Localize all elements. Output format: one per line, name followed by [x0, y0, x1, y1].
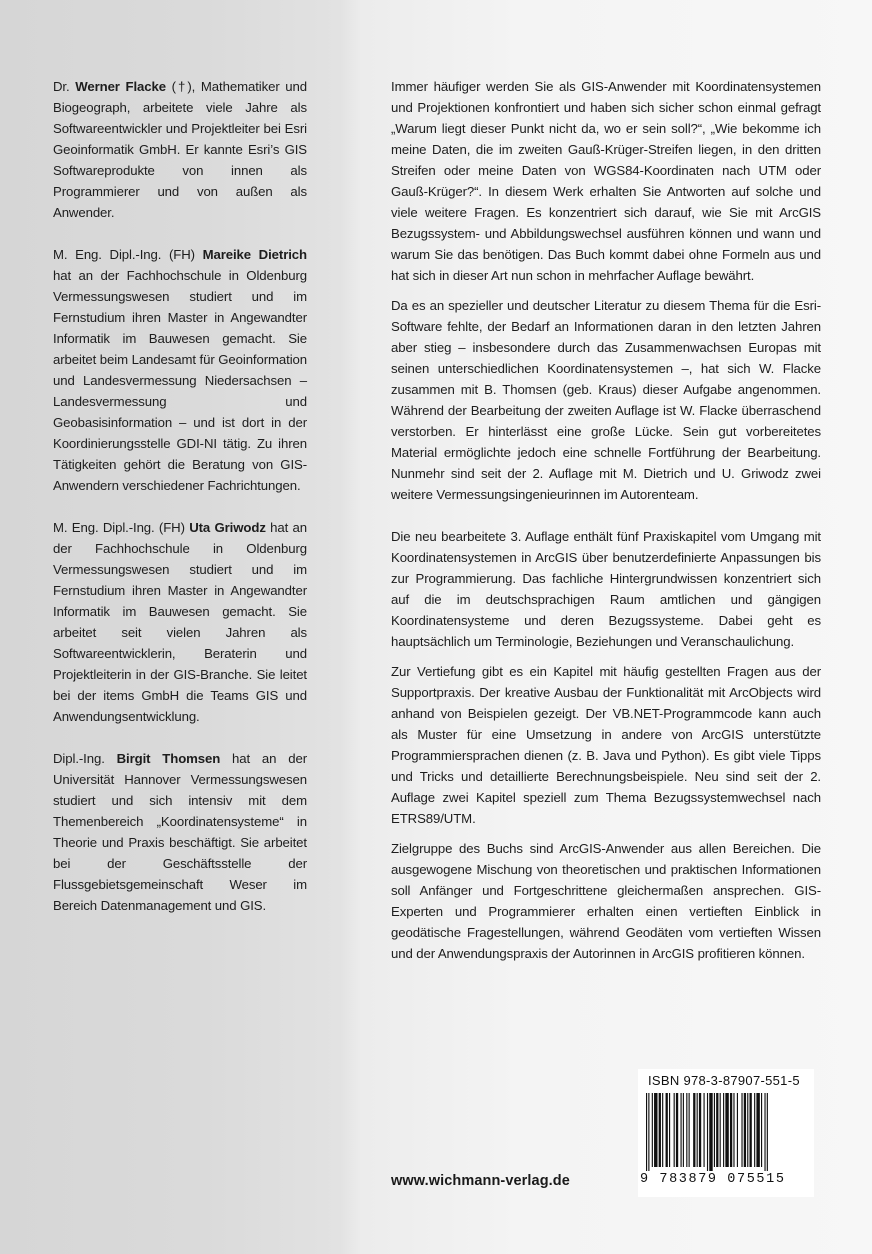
barcode-bar [654, 1093, 657, 1167]
barcode-bar [764, 1093, 765, 1171]
author-title: Dipl.-Ing. [53, 751, 117, 766]
barcode-bar [723, 1093, 724, 1167]
barcode-bar [747, 1093, 748, 1167]
barcode-bar [648, 1093, 649, 1171]
barcode-bar [697, 1093, 698, 1167]
barcode-icon [646, 1093, 806, 1171]
barcode-bar [652, 1093, 653, 1167]
author-bio [53, 76, 307, 223]
barcode-bar [716, 1093, 718, 1167]
author-description: hat an der Universität Hannover Vermessungswesen studiert und sich intensiv mit dem Themenbereich „Koordinatensysteme“ in Theorie und Praxis beschäftigt. Sie arbeitet bei der Geschäftsstelle der Flussgebietsgemeinschaft Weser im Bereich Datenmanagement und GIS. [53, 751, 308, 913]
barcode-bar [676, 1093, 678, 1167]
barcode-bar [714, 1093, 715, 1167]
author-name: Mareike Dietrich [202, 247, 307, 262]
barcode-bar [709, 1093, 712, 1171]
isbn-number: ISBN 978-3-87907-551-5 [648, 1073, 800, 1088]
barcode-bar [689, 1093, 690, 1167]
author-bios [53, 76, 307, 937]
barcode-bar [674, 1093, 675, 1167]
barcode-bar [666, 1093, 668, 1167]
barcode-bar [686, 1093, 687, 1167]
author-bio [53, 517, 307, 727]
book-description [391, 76, 821, 973]
author-description: hat an der Fachhochschule in Oldenburg Vermessungswesen studiert und im Fernstudium ihren Master in Angewandter Informatik im Bauwesen gemacht. Sie arbeitet beim Landesamt für Geoinformation und Landesvermessung Niedersachsen – Landesvermessung und Geobasisinformation – und ist dort in der Koordinierungsstelle GDI-NI tätig. Zu ihren Tätigkeiten gehört die Beratung von GIS-Anwendern verschiedener Fachrichtungen. [53, 268, 307, 493]
description-paragraph: Immer häufiger werden Sie als GIS-Anwender mit Koordinatensystemen und Projektionen konfrontiert und haben sich sicher schon einmal gefragt „Warum liegt dieser Punkt nicht da, wo er sein soll?“, „Wie bekomme ich meine Daten, die im zweiten Gauß-Krüger-Streifen liegen, in den dritten Streifen oder meine Daten von WGS84-Koordinaten nach UTM oder Gauß-Krüger?“. In diesem Werk erhalten Sie Antworten auf solche und viele weitere Fragen. Es konzentriert sich darauf, wie Sie mit ArcGIS Bezugssystem- und Abbildungswechsel ausführen können und wann und warum Sie das benötigen. Das Buch kommt dabei ohne Formeln aus und hat sich in dieser Art nun schon in mehrfacher Auflage bewährt. [391, 79, 821, 283]
isbn-barcode-box [638, 1069, 814, 1197]
author-title: M. Eng. Dipl.-Ing. (FH) [53, 247, 203, 262]
author-bio [53, 244, 307, 496]
barcode-bar [741, 1093, 742, 1167]
barcode-bar [737, 1093, 738, 1167]
barcode-bar [693, 1093, 695, 1167]
barcode-bar [662, 1093, 663, 1167]
author-title: M. Eng. Dipl.-Ing. (FH) [53, 520, 190, 535]
description-paragraph: Die neu bearbeitete 3. Auflage enthält fünf Praxiskapitel vom Umgang mit Koordinatensystemen in ArcGIS über benutzerdefinierte Anpassungen bis zur Programmierung. Das fachliche Hintergrundwissen konzentriert sich auf die im deutschsprachigen Raum amtlichen und gängigen Koordinatensysteme und deren Bezugssysteme. Dabei geht es hauptsächlich um Terminologie, Beziehungen und Veranschaulichung. [391, 529, 821, 649]
barcode-bar [704, 1093, 705, 1167]
barcode-bar [754, 1093, 755, 1167]
description-paragraph: Zur Vertiefung gibt es ein Kapitel mit häufig gestellten Fragen aus der Supportpraxis. Der kreative Ausbau der Funktionalität mit ArcObjects wird anhand von Beispielen gezeigt. Der VB.NET-Programmcode kann auch als Muster für eine Umsetzung in andere von ArcGIS unterstützte Programmiersprachen dienen (z. B. Java und Python). Es gibt viele Tipps und Tricks und detaillierte Berechnungsbeispiele. Neu sind seit der 2. Auflage zwei Kapitel speziell zum Thema Bezugssystemwechsel nach ETRS89/UTM. [391, 664, 821, 826]
barcode-bar [646, 1093, 647, 1171]
barcode-bar [699, 1093, 701, 1167]
publisher-website: www.wichmann-verlag.de [391, 1173, 570, 1189]
barcode-bar [744, 1093, 746, 1167]
barcode-bar [761, 1093, 762, 1167]
barcode-bar [683, 1093, 684, 1167]
description-paragraph: Zielgruppe des Buchs sind ArcGIS-Anwender aus allen Bereichen. Die ausgewogene Mischung von theoretischen und praktischen Informationen soll Anfänger und Fortgeschrittene gleichermaßen ansprechen. GIS-Experten und Programmierer erhalten einen vertieften Einblick in geodätische Fragestellungen, während Geodäten vom vertieften Wissen und der Anwendungspraxis der Autorinnen in ArcGIS profitieren können. [391, 841, 821, 961]
author-title: Dr. [53, 79, 76, 94]
author-name: Uta Griwodz [189, 520, 266, 535]
barcode-bar [720, 1093, 721, 1167]
author-bio [53, 748, 307, 916]
barcode-bar [681, 1093, 682, 1167]
barcode-bar [767, 1093, 768, 1171]
barcode-bar [669, 1093, 670, 1167]
barcode-bar [750, 1093, 752, 1167]
description-paragraph: Da es an spezieller und deutscher Literatur zu diesem Thema für die Esri-Software fehlte, der Bedarf an Informationen daran in den letzten Jahren aber stieg – insbesondere durch das Zusammenwachsen Europas mit seinen unterschiedlichen Koordinatensystemen –, hat sich W. Flacke zusammen mit B. Thomsen (geb. Kraus) dieser Aufgabe angenommen. Während der Bearbeitung der zweiten Auflage ist W. Flacke überraschend verstorben. Er hinterlässt eine große Lücke. Sein gut vorbereitetes Material ermöglichte jedoch eine schnelle Fortführung der Bearbeitung. Nunmehr sind seit der 2. Auflage mit M. Dietrich und U. Griwodz zwei weitere Vermessungsingenieurinnen im Autorenteam. [391, 298, 821, 502]
author-name: Werner Flacke [75, 79, 166, 94]
author-description: (†), Mathematiker und Biogeograph, arbeitete viele Jahre als Softwareentwickler und Projektleiter bei Esri Geoinformatik GmbH. Er kannte Esri’s GIS Softwareprodukte von innen als Programmierer und von außen als Anwender. [53, 79, 307, 220]
barcode-digits: 9 783879 075515 [640, 1172, 786, 1187]
barcode-bar [659, 1093, 661, 1167]
barcode-bar [733, 1093, 734, 1167]
barcode-bar [730, 1093, 732, 1167]
author-name: Birgit Thomsen [116, 751, 221, 766]
barcode-bar [725, 1093, 728, 1167]
barcode-bar [756, 1093, 759, 1167]
barcode-bar [707, 1093, 708, 1171]
author-description: hat an der Fachhochschule in Oldenburg Vermessungswesen studiert und im Fernstudium ihren Master in Angewandter Informatik im Bauwesen gemacht. Sie arbeitet seit vielen Jahren als Softwareentwicklerin, Beraterin und Projektleiterin in der GIS-Branche. Sie leitet bei der items GmbH die Teams GIS und Anwendungsentwicklung. [53, 520, 307, 724]
